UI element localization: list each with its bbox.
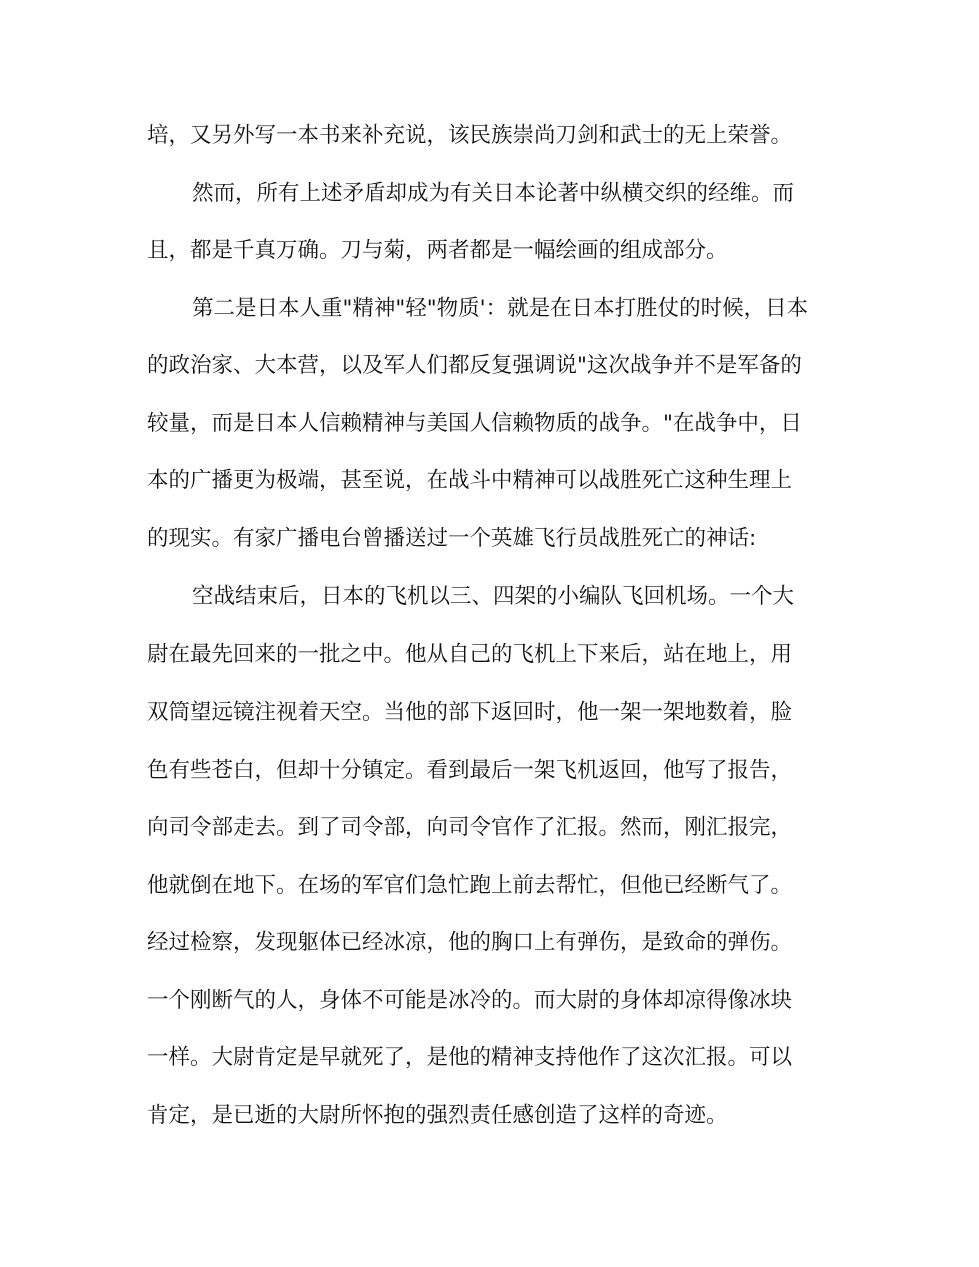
text-line: 一个刚断气的人，身体不可能是冰冷的。而大尉的身体却凉得像冰块 [147,988,793,1013]
paragraph-start-line: 然而，所有上述矛盾却成为有关日本论著中纵横交织的经维。而 [192,181,795,206]
text-line: 本的广播更为极端，甚至说，在战斗中精神可以战胜死亡这种生理上 [147,468,793,493]
text-line: 且，都是千真万确。刀与菊，两者都是一幅绘画的组成部分。 [147,238,728,263]
paragraph-start-line: 空战结束后，日本的飞机以三、四架的小编队飞回机场。一个大 [192,584,795,609]
text-line: 经过检察，发现躯体已经冰凉，他的胸口上有弹伤，是致命的弹伤。 [147,930,793,955]
text-line: 色有些苍白，但却十分镇定。看到最后一架飞机返回，他写了报告， [147,758,793,783]
text-line: 的政治家、大本营，以及军人们都反复强调说"这次战争并不是军备的 [147,353,802,378]
text-line: 较量，而是日本人信赖精神与美国人信赖物质的战争。"在战争中，日 [147,411,802,436]
text-line: 他就倒在地下。在场的军官们急忙跑上前去帮忙，但他已经断气了。 [147,873,793,898]
paragraph-start-line: 第二是日本人重"精神"轻"物质'：就是在日本打胜仗的时候，日本 [192,296,809,321]
text-line: 的现实。有家广播电台曾播送过一个英雄飞行员战胜死亡的神话: [147,526,757,551]
text-line: 双筒望远镜注视着天空。当他的部下返回时，他一架一架地数着，脸 [147,700,793,725]
text-line: 尉在最先回来的一批之中。他从自己的飞机上下来后，站在地上，用 [147,642,793,667]
text-line: 一样。大尉肯定是早就死了，是他的精神支持他作了这次汇报。可以 [147,1045,793,1070]
text-line: 培，又另外写一本书来补充说，该民族崇尚刀剑和武士的无上荣誉。 [147,123,793,148]
text-line: 肯定，是已逝的大尉所怀抱的强烈责任感创造了这样的奇迹。 [147,1103,728,1128]
text-line: 向司令部走去。到了司令部，向司令官作了汇报。然而，刚汇报完， [147,815,793,840]
